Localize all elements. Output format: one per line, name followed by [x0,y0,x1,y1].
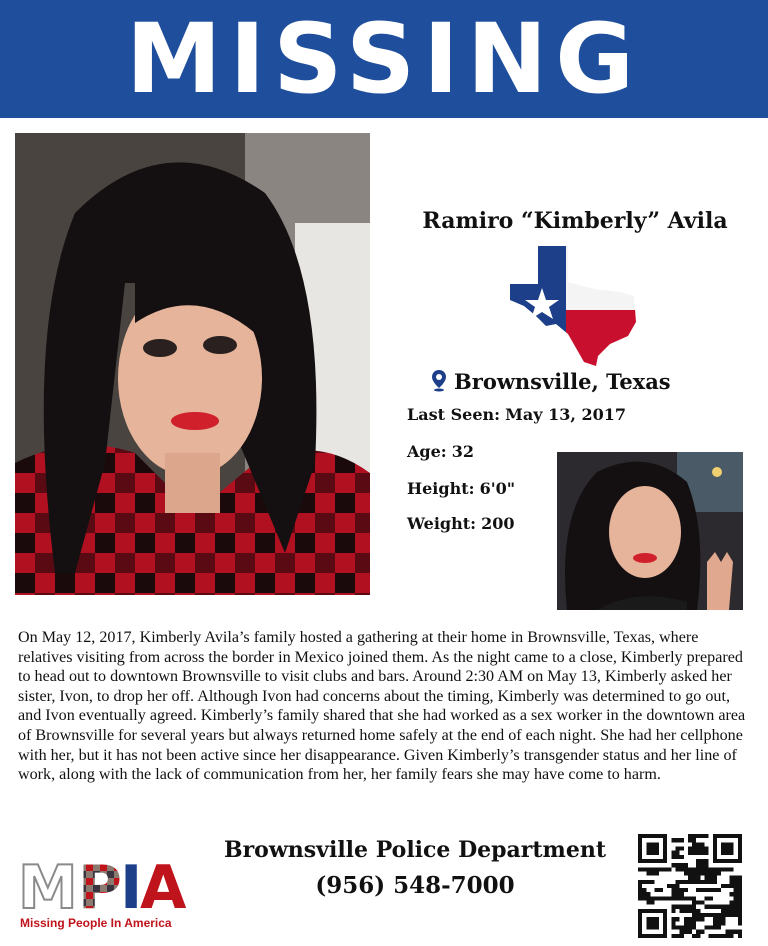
contact-phone[interactable]: (956) 548-7000 [315,872,515,899]
location-text: Brownsville, Texas [454,368,671,394]
svg-text:A: A [140,853,187,923]
svg-text:I: I [120,853,143,923]
fact-value: 32 [451,442,475,461]
missing-banner [0,0,768,118]
main-photo [15,133,370,595]
svg-text:P: P [78,853,122,923]
fact-last-seen [407,405,626,424]
fact-height [407,479,515,498]
secondary-photo [557,452,743,610]
map-pin-icon [432,370,446,392]
location [432,364,671,398]
fact-value: 200 [481,514,515,533]
banner-title: MISSING [125,3,643,115]
texas-flag-map-icon [510,244,636,366]
fact-label: Last Seen: [407,405,501,424]
fact-label: Age: [407,442,447,461]
fact-value: May 13, 2017 [505,405,627,424]
fact-value: 6'0" [479,479,516,498]
person-name: Ramiro “Kimberly” Avila [422,208,728,234]
fact-weight [407,514,515,533]
police-department: Brownsville Police Department [224,837,606,863]
fact-age [407,442,474,461]
fact-label: Weight: [407,514,477,533]
svg-text:M: M [18,853,78,923]
qr-code[interactable] [638,834,742,938]
fact-label: Height: [407,479,475,498]
mpia-tagline: Missing People In America [20,916,172,930]
case-description: On May 12, 2017, Kimberly Avila’s family hosted a gathering at their home in Brownsville, Texas, where relatives visiting from across the border in Mexico joined them. As the night came to a close, Kimberly prepared to head out to downtown Brownsville to visit clubs and bars. Around 2:30 AM on May 13, Kimberly asked her sister, Ivon, to drop her off. Although Ivon had concerns about the timing, Kimberly was determined to go out, and Ivon eventually agreed. Kimberly’s family shared that she had worked as a sex worker in the downtown area of Brownsville for several years but always returned home safely at the end of each night. She had her cellphone with her, but it has not been active since her disappearance. Given Kimberly’s transgender status and her line of work, along with the lack of communication from her, her family fears she may have come to harm. [18,629,746,784]
